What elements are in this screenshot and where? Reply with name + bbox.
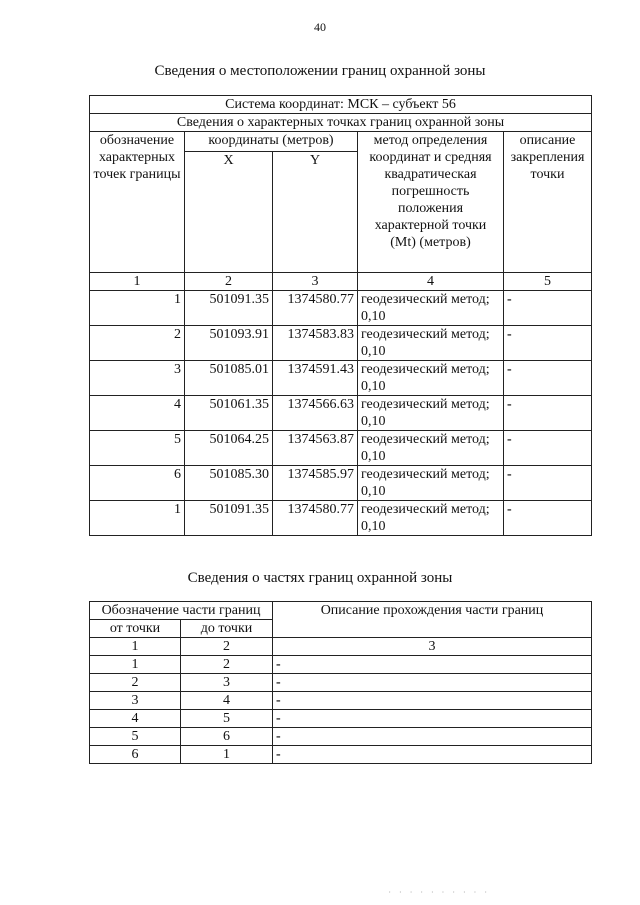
table-row xyxy=(90,674,592,692)
x-cell: 501061.35 xyxy=(185,396,273,431)
part-description-cell: - xyxy=(273,692,592,710)
point-cell: 1 xyxy=(90,501,185,536)
table-row xyxy=(90,466,592,501)
col-part-description-header: Описание прохождения части границ xyxy=(273,602,592,638)
col-to-header: до точки xyxy=(181,620,273,638)
point-cell: 1 xyxy=(90,291,185,326)
col-number: 1 xyxy=(90,273,185,291)
col-description-header: описание закрепления точки xyxy=(504,132,592,273)
x-cell: 501085.30 xyxy=(185,466,273,501)
x-cell: 501093.91 xyxy=(185,326,273,361)
boundary-parts-table xyxy=(89,601,592,764)
boundary-points-table xyxy=(89,95,592,536)
table-row xyxy=(90,746,592,764)
col-designation-header: обозначение характерных точек границы xyxy=(90,132,185,273)
col-number: 3 xyxy=(273,273,358,291)
method-cell: геодезический метод; 0,10 xyxy=(358,431,504,466)
to-cell: 2 xyxy=(181,656,273,674)
point-cell: 5 xyxy=(90,431,185,466)
description-cell: - xyxy=(504,291,592,326)
table-row xyxy=(90,396,592,431)
to-cell: 5 xyxy=(181,710,273,728)
x-cell: 501091.35 xyxy=(185,501,273,536)
table-row xyxy=(90,291,592,326)
y-cell: 1374566.63 xyxy=(273,396,358,431)
col-number: 2 xyxy=(185,273,273,291)
part-description-cell: - xyxy=(273,710,592,728)
table-row xyxy=(90,431,592,466)
x-cell: 501085.01 xyxy=(185,361,273,396)
point-cell: 2 xyxy=(90,326,185,361)
col-coords-header: координаты (метров) xyxy=(185,132,358,152)
y-cell: 1374591.43 xyxy=(273,361,358,396)
method-cell: геодезический метод; 0,10 xyxy=(358,501,504,536)
to-cell: 4 xyxy=(181,692,273,710)
from-cell: 6 xyxy=(90,746,181,764)
to-cell: 1 xyxy=(181,746,273,764)
description-cell: - xyxy=(504,501,592,536)
y-cell: 1374580.77 xyxy=(273,291,358,326)
col-number: 5 xyxy=(504,273,592,291)
col-number: 4 xyxy=(358,273,504,291)
y-cell: 1374580.77 xyxy=(273,501,358,536)
method-cell: геодезический метод; 0,10 xyxy=(358,466,504,501)
from-cell: 2 xyxy=(90,674,181,692)
description-cell: - xyxy=(504,466,592,501)
part-description-cell: - xyxy=(273,656,592,674)
description-cell: - xyxy=(504,361,592,396)
part-description-cell: - xyxy=(273,674,592,692)
table-row xyxy=(90,728,592,746)
description-cell: - xyxy=(504,396,592,431)
col-from-header: от точки xyxy=(90,620,181,638)
point-cell: 6 xyxy=(90,466,185,501)
from-cell: 3 xyxy=(90,692,181,710)
table-row xyxy=(90,326,592,361)
part-description-cell: - xyxy=(273,746,592,764)
from-cell: 5 xyxy=(90,728,181,746)
description-cell: - xyxy=(504,326,592,361)
from-cell: 4 xyxy=(90,710,181,728)
point-cell: 4 xyxy=(90,396,185,431)
col-y-header: Y xyxy=(273,152,358,273)
scan-artifact: · · · · · · · · · · xyxy=(388,888,490,897)
col-x-header: X xyxy=(185,152,273,273)
page-number: 40 xyxy=(314,20,326,34)
description-cell: - xyxy=(504,431,592,466)
y-cell: 1374585.97 xyxy=(273,466,358,501)
y-cell: 1374583.83 xyxy=(273,326,358,361)
col-method-header: метод определения координат и средняя квадратическая погрешность положения характерной точки (Mt) (метров) xyxy=(358,132,504,273)
x-cell: 501091.35 xyxy=(185,291,273,326)
table-row xyxy=(90,501,592,536)
method-cell: геодезический метод; 0,10 xyxy=(358,326,504,361)
table-row xyxy=(90,361,592,396)
coordinate-system-header: Система координат: МСК – субъект 56 xyxy=(90,96,592,114)
to-cell: 3 xyxy=(181,674,273,692)
col-number: 2 xyxy=(181,638,273,656)
to-cell: 6 xyxy=(181,728,273,746)
col-number: 1 xyxy=(90,638,181,656)
part-description-cell: - xyxy=(273,728,592,746)
y-cell: 1374563.87 xyxy=(273,431,358,466)
table-row xyxy=(90,710,592,728)
method-cell: геодезический метод; 0,10 xyxy=(358,361,504,396)
col-part-header: Обозначение части границ xyxy=(90,602,273,620)
from-cell: 1 xyxy=(90,656,181,674)
method-cell: геодезический метод; 0,10 xyxy=(358,396,504,431)
col-number: 3 xyxy=(273,638,592,656)
x-cell: 501064.25 xyxy=(185,431,273,466)
section-title-parts: Сведения о частях границ охранной зоны xyxy=(187,570,453,586)
table-row xyxy=(90,656,592,674)
section-title-location: Сведения о местоположении границ охранной зоны xyxy=(154,63,486,79)
method-cell: геодезический метод; 0,10 xyxy=(358,291,504,326)
points-header: Сведения о характерных точках границ охранной зоны xyxy=(90,114,592,132)
point-cell: 3 xyxy=(90,361,185,396)
table-row xyxy=(90,692,592,710)
